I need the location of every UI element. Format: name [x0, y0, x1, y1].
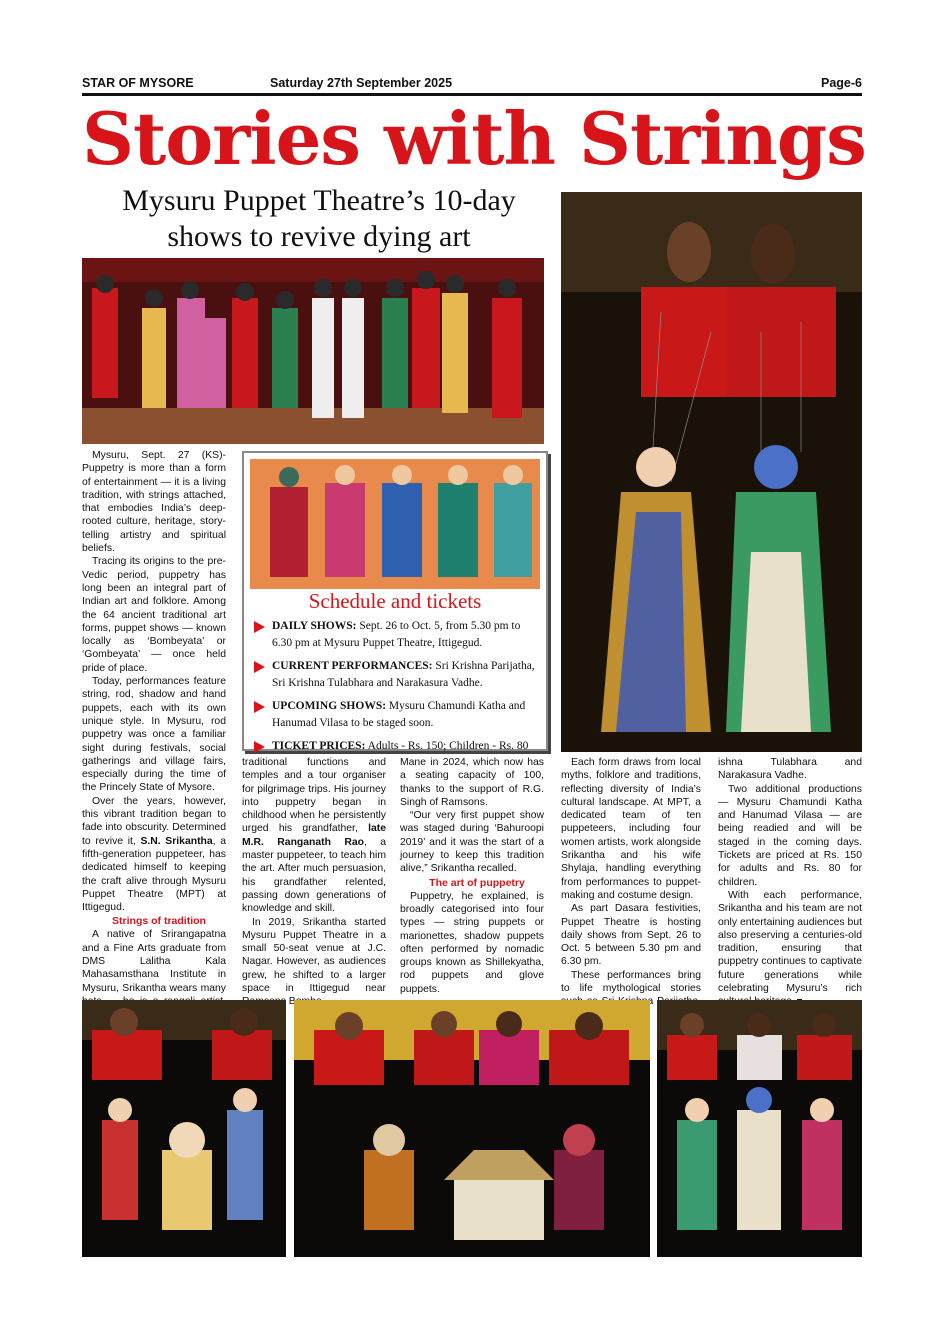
- puppets-on-wall: [250, 459, 540, 589]
- schedule-item: UPCOMING SHOWS: Mysuru Chamundi Katha and Hanumad Vilasa to be staged soon.: [254, 698, 536, 732]
- arrow-bullet-icon: [254, 661, 265, 673]
- paragraph: Over the years, however, this vibrant tradition began to fade into obscurity. Determined to revive it, S.N. Srikantha, a fifth-generation puppeteer, has dedicated himself to keeping the craft alive through Mysuru Puppet Theatre (MPT) at Ittigegud.: [82, 795, 226, 914]
- hut-scene: [294, 1000, 650, 1257]
- paragraph: Two additional productions — Mysuru Chamundi Katha and Hanumad Vilasa — are being readied and will be staged in the coming days. Tickets are priced at Rs. 150 for adults and Rs. 80 for children.: [718, 783, 862, 888]
- arrow-bullet-icon: [254, 741, 265, 753]
- issue-date: Saturday 27th September 2025: [270, 76, 453, 90]
- paragraph: In 2019, Srikantha started Mysuru Puppet Theatre in a small 50-seat venue at J.C. Nagar. However, as audiences grew, he shifted to a larger space in Ittigegud near: [242, 916, 386, 995]
- paper-name: STAR OF MYSORE: [82, 76, 194, 90]
- paragraph: Today, performances feature string, rod, shadow and hand puppets, each with its own unique style. In Mysuru, rod puppetry was once a familiar sight during festivals, social gatherings and village fairs, especially during the time of the Princely State of Mysore.: [82, 676, 226, 794]
- article-column-2: [242, 756, 386, 1009]
- paragraph: Each form draws from local myths, folklore and traditions, reflecting diversity of India’s cultural landscape. At MPT, a dedicated team of ten puppeteers, including four women artists, work alongside Srikantha and his wife Shylaja, handling everything from performances to puppet-making and costume design.: [561, 757, 701, 901]
- schedule-item: CURRENT PERFORMANCES: Sri Krishna Parijatha, Sri Krishna Tulabhara and Narakasura Vadhe.: [254, 658, 536, 692]
- headline: Stories with Strings: [82, 96, 866, 181]
- article-column-3: [400, 756, 544, 996]
- subheading-strings-of-tradition: Strings of tradition: [112, 915, 206, 928]
- schedule-box: [242, 451, 548, 751]
- arrow-bullet-icon: [254, 701, 265, 713]
- schedule-title: Schedule and tickets: [308, 589, 482, 613]
- paragraph: Mysuru, Sept. 27 (KS)- Puppetry is more than a form of entertainment — it is a living tradition, with strings attached, that embodies India’s deep-rooted culture, heritage, story-telling artistry and spiritual beliefs.: [82, 450, 226, 555]
- article-column-1: [82, 449, 226, 1021]
- arrow-bullet-icon: [254, 621, 265, 633]
- schedule-item: TICKET PRICES: Adults - Rs. 150; Children - Rs. 80: [254, 738, 536, 755]
- ganesha-scene: [82, 1000, 286, 1257]
- page-number: Page-6: [821, 76, 862, 90]
- paragraph: traditional functions and temples and a tour organiser for pilgrimage trips. His journey into puppetry began in childhood when he persistently urged his grandfather, late M.R. Ranganath Rao, a master puppeteer, to teach him the art. After much persuasion, his grandfather relented, passing down generations of knowledge and skill.: [242, 757, 386, 915]
- paragraph: Puppetry, he explained, is broadly categorised into four types — string puppets or marionettes, shadow puppets often performed by nomadic groups known as Shillekyatha, rod puppets and glove puppets.: [400, 890, 544, 995]
- paragraph: A native of Srirangapatna and a Fine Arts graduate from DMS Lalitha Kala Mahasamsthana Institute in Mysuru, Srikantha wears many: [82, 929, 226, 994]
- article-column-4: [561, 756, 701, 1022]
- subheading-art-of-puppetry: The art of puppetry: [429, 876, 525, 889]
- puppeteers-large: [561, 192, 862, 752]
- schedule-item: DAILY SHOWS: Sept. 26 to Oct. 5, from 5.30 pm to 6.30 pm at Mysuru Puppet Theatre, Ittigegud.: [254, 618, 536, 652]
- group-photo: [82, 258, 544, 444]
- masthead: [82, 76, 862, 92]
- subheadline: Mysuru Puppet Theatre’s 10-day shows to revive dying art: [122, 184, 516, 253]
- three-puppets: [657, 1000, 862, 1257]
- paragraph: These performances bring to life mythological stories: [561, 969, 701, 995]
- paragraph: ishna Tulabhara and Narakasura Vadhe.: [718, 757, 862, 782]
- article-column-5: [718, 756, 862, 1009]
- paragraph: With each performance, Srikantha and his team are not only entertaining audiences but also preserving a centuries-old tradition, ensuring that puppetry continues to captivate future generations while celebrating Mysuru’s rich: [718, 889, 862, 1009]
- paragraph: Tracing its origins to the pre-Vedic period, puppetry has long been an integral part of Indian art and folklore. Among the 64 ancient traditional art forms, puppet shows — known locally as ‘Bombeyata’ or ‘Gombeyata’ — once held pride of place.: [82, 556, 226, 674]
- schedule-list: [244, 614, 546, 755]
- paragraph: Mane in 2024, which now has a seating capacity of 100, thanks to the support of R.G. Singh of Ramsons.: [400, 757, 544, 808]
- paragraph: “Our very first puppet show was staged during ‘Bahuroopi 2019’ and it was the start of a journey to keep this tradition alive,” Srikantha recalled.: [400, 810, 544, 875]
- paragraph: As part Dasara festivities, Puppet Theatre is hosting daily shows from Sept. 26 to Oct. 5 between 5.30 pm and 6.30 pm.: [561, 903, 701, 968]
